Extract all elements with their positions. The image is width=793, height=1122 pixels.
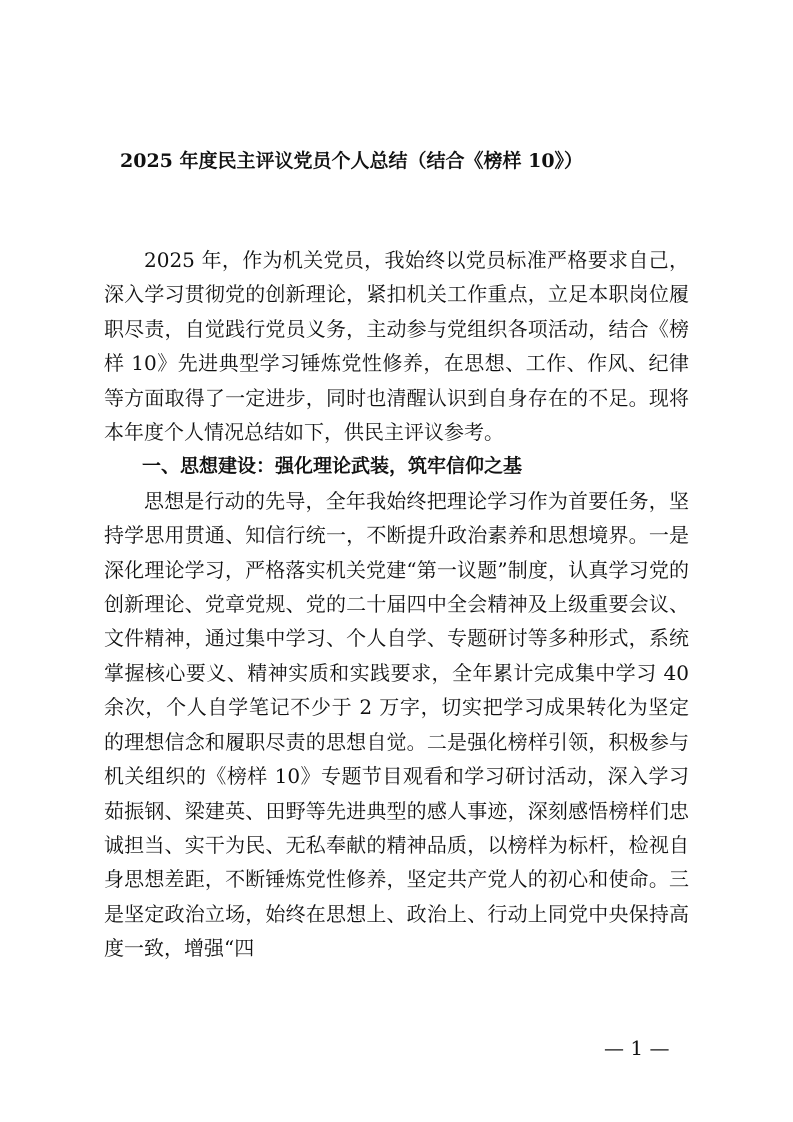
section-heading: 一、思想建设：强化理论武装，筑牢信仰之基 (142, 455, 523, 478)
body-paragraph: 思想是行动的先导，全年我始终把理论学习作为首要任务，坚持学思用贯通、知信行统一，不断提升政治素养和思想境界。一是深化理论学习，严格落实机关党建“第一议题”制度，认真学习党的创新理论、党章党规、党的二十届四中全会精神及上级重要会议、文件精神，通过集中学习、个人自学、专题研讨等多种形式，系统掌握核心要义、精神实质和实践要求，全年累计完成集中学习 40 余次，个人自学笔记不少于 2 万字，切实把学习成果转化为坚定的理想信念和履职尽责的思想自觉。二是强化榜样引领，积极参与机关组织的《榜样 10》专题节目观看和学习研讨活动，深入学习茹振钢、梁建英、田野等先进典型的感人事迹，深刻感悟榜样们忠诚担当、实干为民、无私奉献的精神品质，以榜样为标杆，检视自身思想差距，不断锤炼党性修养，坚定共产党人的初心和使命。三是坚定政治立场，始终在思想上、政治上、行动上同党中央保持高度一致，增强“四 (104, 488, 689, 961)
page-number: — 1 — (604, 1036, 670, 1060)
document-title: 2025 年度民主评议党员个人总结（结合《榜样 10》） (120, 150, 584, 172)
document-body (104, 243, 689, 966)
intro-paragraph: 2025 年，作为机关党员，我始终以党员标准严格要求自己，深入学习贯彻党的创新理论，紧扣机关工作重点，立足本职岗位履职尽责，自觉践行党员义务，主动参与党组织各项活动，结合《榜样 10》先进典型学习锤炼党性修养，在思想、工作、作风、纪律等方面取得了一定进步，同时也清醒认识到自身存在的不足。现将本年度个人情况总结如下，供民主评议参考。 (104, 248, 689, 445)
